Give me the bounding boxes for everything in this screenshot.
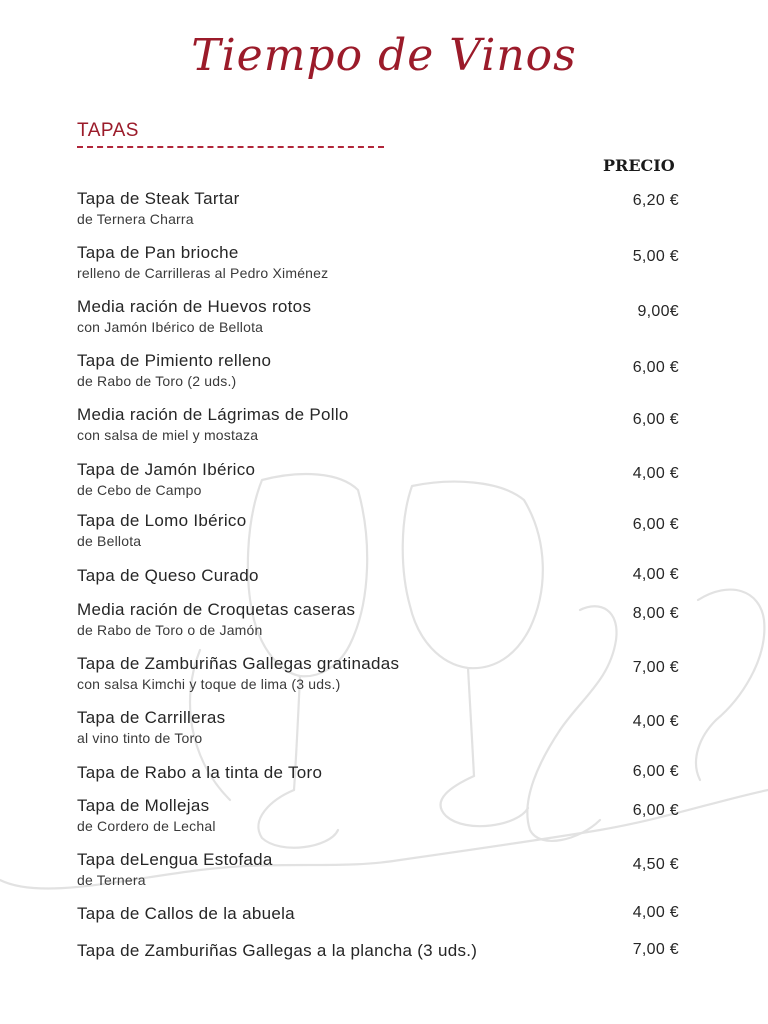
menu-item: [77, 600, 687, 639]
menu-item: [77, 904, 687, 924]
item-name: Tapa de Jamón Ibérico: [77, 460, 256, 479]
item-price: 4,50 €: [632, 856, 679, 873]
menu-item: [77, 566, 687, 586]
item-price: 4,00 €: [632, 566, 679, 583]
item-description: de Rabo de Toro (2 uds.): [77, 373, 237, 389]
item-description: de Rabo de Toro o de Jamón: [77, 622, 263, 638]
item-price: 4,00 €: [632, 713, 679, 730]
menu-title: Tiempo de Vinos: [191, 30, 577, 81]
item-name: Tapa de Pimiento relleno: [77, 351, 272, 370]
menu-item: [77, 796, 687, 835]
item-name: Tapa de Queso Curado: [77, 566, 259, 585]
item-price: 6,00 €: [632, 516, 679, 533]
item-name: Tapa de Lomo Ibérico: [77, 511, 247, 530]
item-description: con salsa Kimchi y toque de lima (3 uds.): [77, 676, 341, 692]
item-description: de Cordero de Lechal: [77, 818, 216, 834]
item-name: Tapa de Zamburiñas Gallegas gratinadas: [77, 654, 400, 673]
item-description: con salsa de miel y mostaza: [77, 427, 259, 443]
item-description: de Bellota: [77, 533, 142, 549]
item-price: 7,00 €: [632, 941, 679, 958]
menu-item: [77, 243, 687, 282]
menu-item: [77, 763, 687, 783]
price-column-header: PRECIO: [603, 156, 675, 175]
item-price: 4,00 €: [632, 904, 679, 921]
item-name: Tapa de Steak Tartar: [77, 189, 240, 208]
menu-item: [77, 654, 687, 693]
item-name: Tapa de Carrilleras: [77, 708, 226, 727]
item-name: Tapa de Pan brioche: [77, 243, 239, 262]
item-description: de Ternera Charra: [77, 211, 194, 227]
item-price: 6,20 €: [632, 192, 679, 209]
item-price: 6,00 €: [632, 802, 679, 819]
item-name: Tapa deLengua Estofada: [77, 850, 273, 869]
item-description: al vino tinto de Toro: [77, 730, 203, 746]
item-price: 5,00 €: [632, 248, 679, 265]
item-price: 6,00 €: [632, 359, 679, 376]
item-price: 8,00 €: [632, 605, 679, 622]
menu-item: [77, 405, 687, 444]
item-price: 6,00 €: [632, 763, 679, 780]
menu-item: [77, 708, 687, 747]
menu-item: [77, 351, 687, 390]
item-price: 7,00 €: [632, 659, 679, 676]
item-name: Media ración de Huevos rotos: [77, 297, 312, 316]
item-price: 4,00 €: [632, 465, 679, 482]
menu-item: [77, 189, 687, 228]
menu-item: [77, 941, 687, 961]
item-description: de Cebo de Campo: [77, 482, 202, 498]
item-name: Tapa de Rabo a la tinta de Toro: [77, 763, 323, 782]
item-price: 9,00€: [637, 303, 679, 320]
item-name: Tapa de Zamburiñas Gallegas a la plancha (3 uds.): [77, 941, 478, 960]
menu-item: [77, 297, 687, 336]
item-name: Media ración de Lágrimas de Pollo: [77, 405, 349, 424]
section-dashed-rule: [77, 146, 384, 148]
item-description: relleno de Carrilleras al Pedro Ximénez: [77, 265, 329, 281]
menu-item: [77, 460, 687, 499]
menu-item: [77, 511, 687, 550]
menu-item: [77, 850, 687, 889]
item-price: 6,00 €: [632, 411, 679, 428]
item-name: Tapa de Callos de la abuela: [77, 904, 295, 923]
section-heading: TAPAS: [77, 120, 139, 141]
item-description: con Jamón Ibérico de Bellota: [77, 319, 264, 335]
item-description: de Ternera: [77, 872, 146, 888]
item-name: Media ración de Croquetas caseras: [77, 600, 356, 619]
item-name: Tapa de Mollejas: [77, 796, 210, 815]
